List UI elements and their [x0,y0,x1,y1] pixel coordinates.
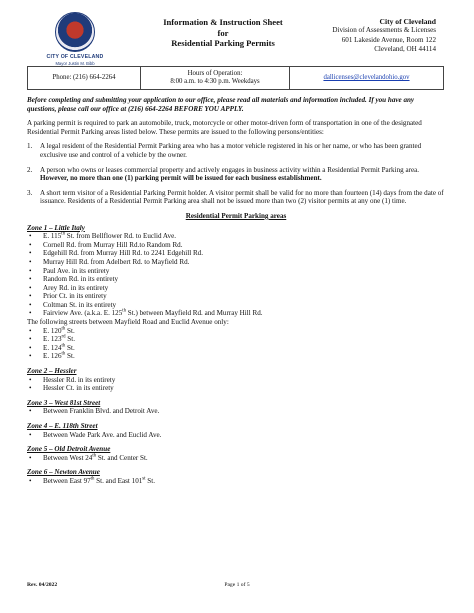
title-line: Information & Instruction Sheet [163,17,283,27]
zone-title: Zone 2 – Hessler [27,367,77,376]
item-number: 3. [27,188,33,197]
zone-list [27,477,445,486]
list-item: • Arey Rd. in its entirety [27,284,445,293]
list-item: • Hessler Ct. in its entirety [27,384,445,393]
street-list [27,327,445,361]
phone-cell [28,67,141,89]
address-city: City of Cleveland [379,17,436,26]
zone-list [27,407,445,416]
eligibility-item [27,142,445,159]
email-cell [290,67,443,89]
list-item: • Coltman St. in its entirety [27,301,445,310]
list-item: • E. 124th St. [27,344,445,353]
phone-text: Phone: (216) 664-2264 [52,74,116,81]
list-item: • Murray Hill Rd. from Adelbert Rd. to Mayfield Rd. [27,258,445,267]
title-line: Residential Parking Permits [171,38,275,48]
city-logo [44,12,106,66]
item-number: 1. [27,142,33,151]
page-number: Page 1 of 5 [224,582,250,588]
eligibility-item [27,189,445,206]
eligibility-item [27,166,445,183]
hours-label: Hours of Operation: [187,70,243,77]
list-item: • Edgehill Rd. from Murray Hill Rd. to 2241 Edgehill Rd. [27,249,445,258]
address-line: 601 Lakeside Avenue, Room 122 [341,35,436,44]
office-address [286,17,436,55]
item-text: A person who owns or leases commercial property and actively engages in business activity within a Residential Permit Parking area. [40,165,420,174]
revision-label: Rev. 04/2022 [27,582,58,588]
address-line: Division of Assessments & Licenses [332,26,436,35]
item-number: 2. [27,165,33,174]
zone-title: Zone 3 – West 81st Street [27,398,101,407]
list-item: • E. 126th St. [27,352,445,361]
item-text: A legal resident of the Residential Permit Parking area who has a motor vehicle registered in his or her name, or who has been granted exclusive use and control of a vehicle by the owner. [40,142,422,159]
list-item: • E. 123rd St. [27,335,445,344]
permit-paragraph: A parking permit is required to park an automobile, truck, motorcycle or other motor-driven form of transportation in one of the designated Residential Permit Parking areas listed below. These permits are issued to the following persons/entities: [27,119,422,136]
zone-title: Zone 4 – E. 118th Street [27,422,98,430]
list-item: • E. 115th St. from Bellflower Rd. to Euclid Ave. [27,232,445,241]
list-item: • Hessler Rd. in its entirety [27,376,445,385]
list-item: • Between Franklin Blvd. and Detroit Ave. [27,407,445,416]
hours-value: 8:00 a.m. to 4:30 p.m. Weekdays [170,78,260,85]
contact-table [27,66,444,90]
list-item: • Cornell Rd. from Murray Hill Rd.to Random Rd. [27,241,445,250]
zone-list [27,232,445,318]
hours-cell [141,67,290,89]
logo-mayor-text: Mayor Justin M. Bibb [55,61,95,66]
intro-notice: Before completing and submitting your application to our office, please read all materials and information included. If you have any questions, please call our office at (216) 664-2264 BEFORE YOU APPLY. [27,96,415,113]
address-line: Cleveland, OH 44114 [374,45,436,54]
item-text: A short term visitor of a Residential Parking Permit holder. A visitor permit shall be valid for no more than fourteen (14) days from the date of issuance. Residents of a Residential Permit Parking area shall not be issued more than two (2) visitor permits at any one (1) time. [40,188,444,206]
logo-city-text: CITY OF CLEVELAND [46,54,104,60]
zone-list [27,454,445,463]
zone-title: Zone 5 – Old Detroit Avenue [27,445,111,454]
list-item: • Random Rd. in its entirety [27,275,445,284]
following-streets-text: The following streets between Mayfield Road and Euclid Avenue only: [27,318,229,327]
list-item: • Paul Ave. in its entirety [27,267,445,276]
list-item: • Between West 24th St. and Center St. [27,454,445,463]
list-item: • Between East 97th St. and East 101st St. [27,477,445,486]
zone-list [27,376,445,393]
title-line: for [217,27,229,38]
zone-title: Zone 6 – Newton Avenue [27,468,100,477]
list-item: • Between Wade Park Ave. and Euclid Ave. [27,431,445,440]
document-body [27,96,445,486]
city-seal-icon [55,12,95,52]
areas-title: Residential Permit Parking areas [185,211,287,220]
list-item: • Prior Ct. in its entirety [27,292,445,301]
zone-list [27,431,445,440]
document-title [150,17,296,49]
list-item: • E. 120th St. [27,327,445,336]
zone-title: Zone 1 – Little Italy [27,223,85,232]
email-link[interactable]: dallicenses@clevelandohio.gov [323,74,410,81]
item-bold-text: However, no more than one (1) parking permit will be issued for each business establishment. [40,174,322,183]
list-item: • Fairview Ave. (a.k.a. E. 125th St.) between Mayfield Rd. and Murray Hill Rd. [27,309,445,318]
